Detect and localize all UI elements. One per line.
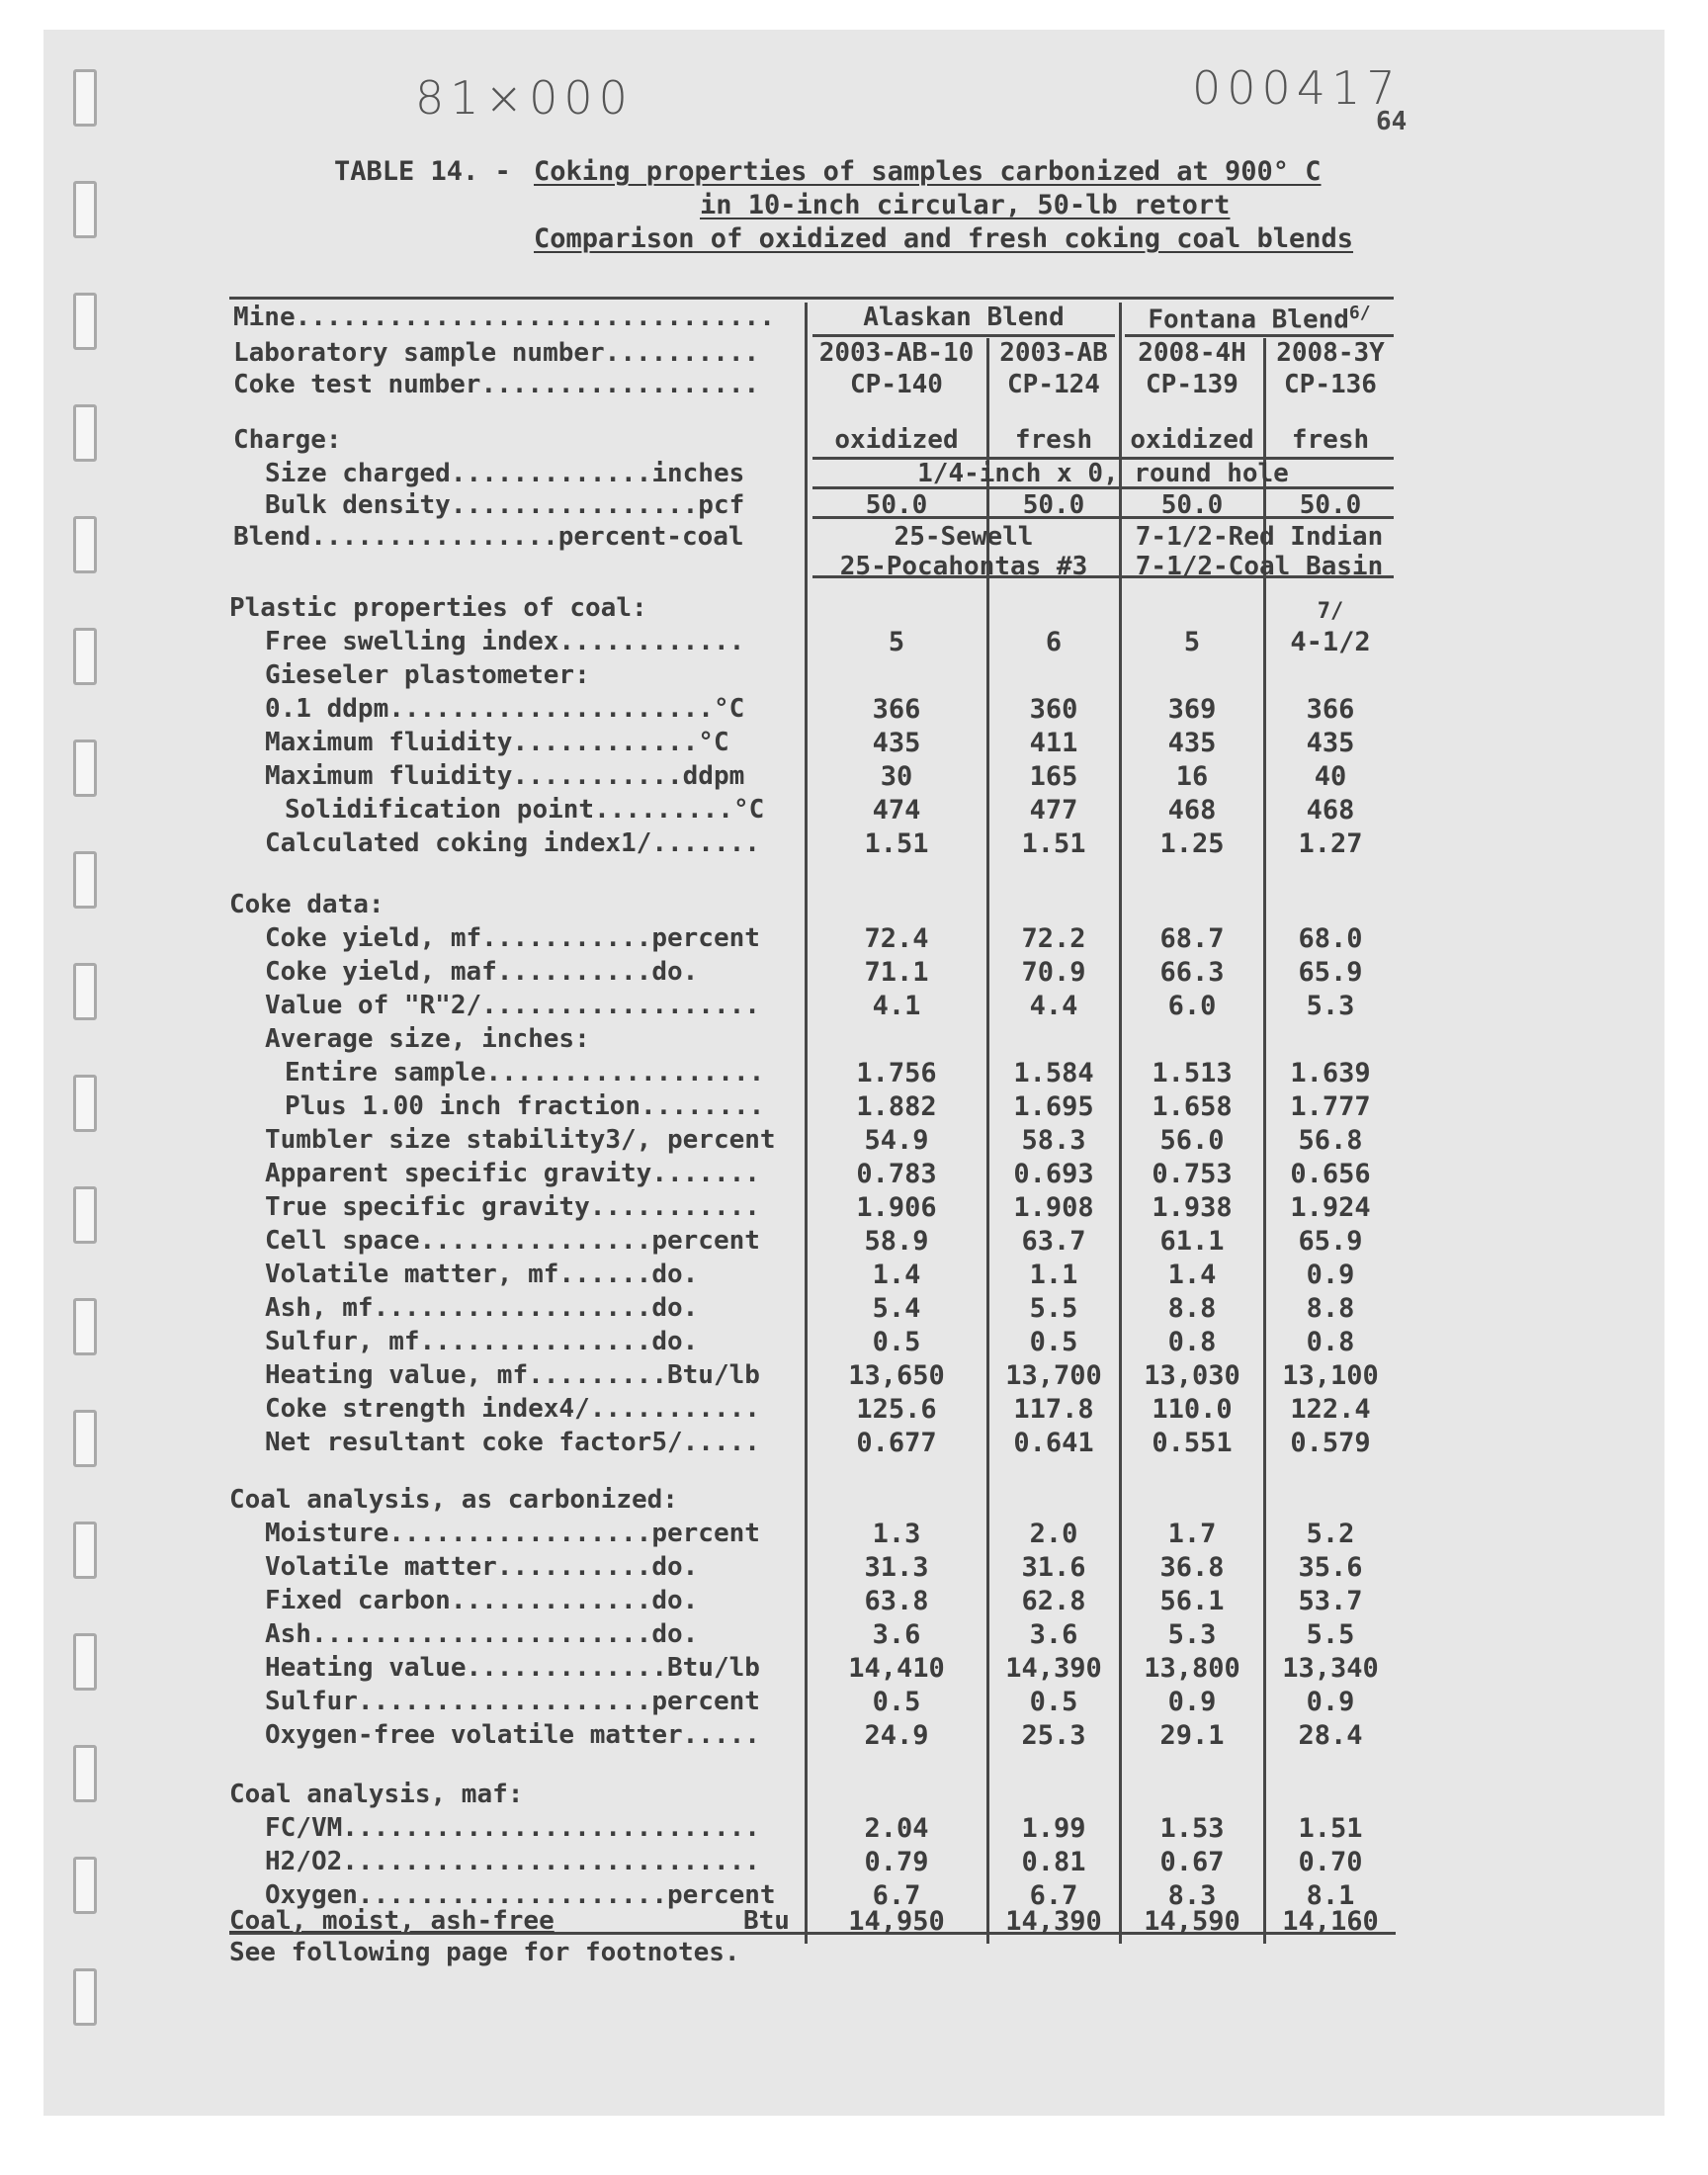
row-value: 71.1 [864, 957, 929, 988]
row-value: 58.9 [864, 1226, 929, 1257]
row-value: 1.906 [856, 1192, 937, 1223]
row-value: 1.908 [1013, 1192, 1094, 1223]
table-top-rule [229, 297, 1394, 300]
binder-hole [73, 1857, 97, 1914]
lab-sample-number: 2003-AB [999, 338, 1108, 368]
row-label: FC/VM........................... [265, 1813, 760, 1843]
row-value: 6 [1045, 627, 1063, 657]
row-value: 31.6 [1021, 1552, 1086, 1583]
binder-hole [73, 404, 97, 462]
row-value: 411 [1029, 728, 1078, 758]
row-label: True specific gravity........... [265, 1192, 760, 1222]
bulk-density-value: 50.0 [1022, 490, 1085, 520]
title-line1-text: Coking properties of samples carbonized at 900° C [534, 156, 1322, 187]
row-label: Oxygen-free volatile matter..... [265, 1720, 760, 1750]
row-label: Apparent specific gravity....... [265, 1159, 760, 1188]
row-label: Coke strength index4/........... [265, 1394, 760, 1424]
row-value: 58.3 [1021, 1125, 1086, 1156]
row-value: 5.3 [1167, 1619, 1217, 1650]
row-label: Heating value, mf.........Btu/lb [265, 1360, 760, 1390]
row-value: 1.1 [1029, 1260, 1078, 1290]
row-label: Net resultant coke factor5/..... [265, 1428, 760, 1457]
row-value: 5.5 [1306, 1619, 1355, 1650]
row-value: 474 [872, 795, 921, 826]
row-label: H2/O2........................... [265, 1847, 760, 1876]
row-value: 56.8 [1298, 1125, 1363, 1156]
table-title-line3 [534, 223, 1353, 254]
row-value: 1.924 [1290, 1192, 1371, 1223]
coke-test-number: CP-124 [1007, 370, 1100, 399]
binder-hole [73, 1968, 97, 2026]
row-value: 53.7 [1298, 1586, 1363, 1616]
binder-hole [73, 181, 97, 238]
fontana-blend-header [1125, 303, 1394, 335]
row-label: Entire sample.................. [285, 1058, 765, 1088]
row-value: 0.8 [1306, 1327, 1355, 1357]
row-value: 6.0 [1167, 991, 1217, 1021]
row-label: Volatile matter..........do. [265, 1552, 699, 1582]
row-value: 366 [1306, 694, 1355, 725]
row-value: 1.882 [856, 1091, 937, 1122]
row-value: 3.6 [872, 1619, 921, 1650]
row-label: Coal analysis, maf: [229, 1780, 524, 1809]
charge-state: oxidized [1130, 425, 1254, 455]
total-row-label: Coal, moist, ash-free [229, 1906, 555, 1936]
row-value: 0.67 [1159, 1847, 1225, 1877]
row-value: 1.658 [1152, 1091, 1233, 1122]
binder-hole [73, 851, 97, 909]
row-value: 435 [1306, 728, 1355, 758]
row-value: 25.3 [1021, 1720, 1086, 1751]
row-value: 30 [880, 761, 913, 792]
coke-test-number: CP-139 [1146, 370, 1238, 399]
blend-fontana-1: 7-1/2-Red Indian [1135, 522, 1384, 552]
size-charged-label: Size charged.............inches [265, 459, 745, 488]
row-value: 1.4 [872, 1260, 921, 1290]
row-label: Average size, inches: [265, 1024, 590, 1054]
row-value: 1.3 [872, 1519, 921, 1549]
row-value: 1.639 [1290, 1058, 1371, 1088]
row-value: 13,030 [1144, 1360, 1240, 1391]
page-number: 64 [1376, 107, 1408, 136]
binder-hole [73, 1522, 97, 1579]
charge-state: oxidized [834, 425, 959, 455]
row-value: 66.3 [1159, 957, 1225, 988]
row-label: Ash......................do. [265, 1619, 699, 1649]
footnote-text: See following page for footnotes. [229, 1938, 740, 1967]
alaskan-underline [812, 334, 1115, 337]
row-label: Coal analysis, as carbonized: [229, 1485, 678, 1515]
coke-test-label: Coke test number.................. [233, 370, 760, 399]
row-footnote-mark: 7/ [1317, 599, 1344, 624]
row-value: 0.9 [1306, 1260, 1355, 1290]
row-label: Value of "R"2/.................. [265, 991, 760, 1020]
row-value: 0.551 [1152, 1428, 1233, 1458]
binder-hole [73, 293, 97, 350]
row-value: 1.584 [1013, 1058, 1094, 1088]
row-value: 0.5 [1029, 1687, 1078, 1717]
row-value: 6.7 [1029, 1880, 1078, 1911]
stamp-left: 81×000 [415, 71, 634, 125]
row-value: 1.25 [1159, 828, 1225, 859]
bulk-density-value: 50.0 [1160, 490, 1224, 520]
row-value: 2.0 [1029, 1519, 1078, 1549]
row-value: 29.1 [1159, 1720, 1225, 1751]
coke-test-number: CP-136 [1284, 370, 1377, 399]
row-value: 5.4 [872, 1293, 921, 1324]
row-value: 0.693 [1013, 1159, 1094, 1189]
row-value: 4.1 [872, 991, 921, 1021]
row-label: Coke yield, mf...........percent [265, 923, 760, 953]
row-value: 6.7 [872, 1880, 921, 1911]
row-label: Solidification point.........°C [285, 795, 765, 825]
row-value: 40 [1314, 761, 1347, 792]
row-value: 56.1 [1159, 1586, 1225, 1616]
row-value: 13,800 [1144, 1653, 1240, 1684]
row-value: 13,650 [848, 1360, 945, 1391]
row-value: 0.9 [1306, 1687, 1355, 1717]
row-value: 468 [1167, 795, 1217, 826]
total-row-value: 14,590 [1144, 1906, 1240, 1937]
row-value: 1.53 [1159, 1813, 1225, 1844]
row-value: 5 [1183, 627, 1201, 657]
row-value: 1.756 [856, 1058, 937, 1088]
binder-hole [73, 963, 97, 1020]
binder-hole [73, 628, 97, 685]
row-value: 1.99 [1021, 1813, 1086, 1844]
row-value: 4-1/2 [1290, 627, 1371, 657]
row-value: 435 [1167, 728, 1217, 758]
row-label: Moisture.................percent [265, 1519, 760, 1548]
row-value: 0.81 [1021, 1847, 1086, 1877]
total-row-value: 14,390 [1005, 1906, 1102, 1937]
binder-hole [73, 1633, 97, 1691]
row-value: 65.9 [1298, 957, 1363, 988]
row-value: 1.27 [1298, 828, 1363, 859]
row-label: Ash, mf..................do. [265, 1293, 699, 1323]
row-value: 24.9 [864, 1720, 929, 1751]
row-value: 63.7 [1021, 1226, 1086, 1257]
bulk-density-value: 50.0 [865, 490, 928, 520]
row-value: 36.8 [1159, 1552, 1225, 1583]
row-value: 2.04 [864, 1813, 929, 1844]
row-value: 468 [1306, 795, 1355, 826]
binder-hole [73, 1298, 97, 1355]
row-value: 65.9 [1298, 1226, 1363, 1257]
row-value: 0.5 [872, 1327, 921, 1357]
binder-hole [73, 1186, 97, 1244]
bulk-density-value: 50.0 [1299, 490, 1362, 520]
table-title-prefix: TABLE 14. - [334, 156, 511, 187]
lab-sample-label: Laboratory sample number.......... [233, 338, 760, 368]
lab-sample-number: 2008-4H [1138, 338, 1246, 368]
total-row-unit: Btu [743, 1906, 790, 1936]
blend-fontana-2: 7-1/2-Coal Basin [1135, 552, 1384, 581]
row-value: 122.4 [1290, 1394, 1371, 1425]
binder-hole [73, 1075, 97, 1132]
row-value: 0.656 [1290, 1159, 1371, 1189]
row-label: Maximum fluidity...........ddpm [265, 761, 745, 791]
row-label: Volatile matter, mf......do. [265, 1260, 699, 1289]
row-label: Maximum fluidity............°C [265, 728, 729, 757]
row-value: 72.4 [864, 923, 929, 954]
row-label: 0.1 ddpm.....................°C [265, 694, 745, 724]
row-label: Cell space...............percent [265, 1226, 760, 1256]
row-value: 5.3 [1306, 991, 1355, 1021]
row-value: 8.3 [1167, 1880, 1217, 1911]
blend-label: Blend................percent-coal [233, 522, 744, 552]
row-value: 165 [1029, 761, 1078, 792]
row-label: Coke data: [229, 890, 384, 919]
row-value: 0.9 [1167, 1687, 1217, 1717]
row-value: 1.51 [1021, 828, 1086, 859]
row-value: 70.9 [1021, 957, 1086, 988]
row-value: 13,340 [1282, 1653, 1379, 1684]
lab-sample-number: 2008-3Y [1276, 338, 1385, 368]
alaskan-blend-header: Alaskan Blend [863, 303, 1065, 332]
mine-label: Mine............................... [233, 303, 775, 332]
row-value: 3.6 [1029, 1619, 1078, 1650]
row-value: 35.6 [1298, 1552, 1363, 1583]
row-value: 1.51 [864, 828, 929, 859]
stamp-right: 000417 [1192, 61, 1402, 115]
row-value: 8.1 [1306, 1880, 1355, 1911]
row-value: 1.4 [1167, 1260, 1217, 1290]
row-value: 13,100 [1282, 1360, 1379, 1391]
row-value: 360 [1029, 694, 1078, 725]
binder-hole [73, 1410, 97, 1467]
binder-hole [73, 1745, 97, 1802]
lab-sample-number: 2003-AB-10 [818, 338, 975, 368]
total-row-value: 14,950 [848, 1906, 945, 1937]
row-value: 72.2 [1021, 923, 1086, 954]
row-value: 117.8 [1013, 1394, 1094, 1425]
row-label: Gieseler plastometer: [265, 660, 590, 690]
row-value: 0.753 [1152, 1159, 1233, 1189]
row-value: 8.8 [1167, 1293, 1217, 1324]
row-value: 369 [1167, 694, 1217, 725]
bulk-density-label: Bulk density................pcf [265, 490, 745, 520]
row-value: 477 [1029, 795, 1078, 826]
row-value: 13,700 [1005, 1360, 1102, 1391]
row-value: 0.8 [1167, 1327, 1217, 1357]
blend-alaskan-1: 25-Sewell [894, 522, 1034, 552]
table-title-line1 [534, 156, 1322, 187]
coke-test-number: CP-140 [850, 370, 943, 399]
row-label: Fixed carbon.............do. [265, 1586, 699, 1615]
row-value: 0.677 [856, 1428, 937, 1458]
row-value: 31.3 [864, 1552, 929, 1583]
binder-hole [73, 516, 97, 573]
row-value: 68.7 [1159, 923, 1225, 954]
row-value: 28.4 [1298, 1720, 1363, 1751]
row-label: Plus 1.00 inch fraction........ [285, 1091, 765, 1121]
row-value: 1.513 [1152, 1058, 1233, 1088]
size-charged-value: 1/4-inch x 0, round hole [917, 459, 1289, 488]
row-label: Heating value.............Btu/lb [265, 1653, 760, 1683]
row-value: 0.5 [1029, 1327, 1078, 1357]
row-value: 0.70 [1298, 1847, 1363, 1877]
row-value: 1.695 [1013, 1091, 1094, 1122]
row-value: 16 [1175, 761, 1209, 792]
row-value: 0.783 [856, 1159, 937, 1189]
row-label: Sulfur, mf...............do. [265, 1327, 699, 1356]
binder-hole [73, 740, 97, 797]
row-value: 4.4 [1029, 991, 1078, 1021]
row-value: 125.6 [856, 1394, 937, 1425]
total-row-value: 14,160 [1282, 1906, 1379, 1937]
row-value: 1.51 [1298, 1813, 1363, 1844]
row-value: 14,390 [1005, 1653, 1102, 1684]
row-value: 1.777 [1290, 1091, 1371, 1122]
row-value: 1.7 [1167, 1519, 1217, 1549]
row-value: 14,410 [848, 1653, 945, 1684]
row-label: Coke yield, maf..........do. [265, 957, 699, 987]
binder-hole [73, 69, 97, 127]
row-value: 68.0 [1298, 923, 1363, 954]
row-value: 5 [888, 627, 905, 657]
row-value: 63.8 [864, 1586, 929, 1616]
row-label: Oxygen....................percent [265, 1880, 776, 1910]
title-line3-text: Comparison of oxidized and fresh coking coal blends [534, 223, 1354, 254]
row-value: 110.0 [1152, 1394, 1233, 1425]
row-value: 56.0 [1159, 1125, 1225, 1156]
row-value: 62.8 [1021, 1586, 1086, 1616]
row-value: 435 [872, 728, 921, 758]
table-title-line2 [700, 190, 1230, 220]
row-value: 0.641 [1013, 1428, 1094, 1458]
row-value: 61.1 [1159, 1226, 1225, 1257]
row-value: 5.5 [1029, 1293, 1078, 1324]
row-value: 5.2 [1306, 1519, 1355, 1549]
row-label: Free swelling index............ [265, 627, 745, 656]
row-label: Plastic properties of coal: [229, 593, 647, 623]
row-label: Sulfur...................percent [265, 1687, 760, 1716]
title-line2-text: in 10-inch circular, 50-lb retort [700, 190, 1231, 220]
fontana-footnote-mark: 6/ [1348, 303, 1371, 323]
coking-properties-table [229, 297, 1396, 1938]
fontana-blend-text: Fontana Blend [1148, 304, 1349, 335]
binder-hole-strip [73, 69, 99, 2046]
row-label: Calculated coking index1/....... [265, 828, 760, 858]
charge-state: fresh [1014, 425, 1093, 455]
charge-label: Charge: [233, 425, 342, 455]
row-value: 366 [872, 694, 921, 725]
row-label: Tumbler size stability3/, percent [265, 1125, 776, 1155]
row-value: 54.9 [864, 1125, 929, 1156]
row-value: 0.79 [864, 1847, 929, 1877]
row-value: 8.8 [1306, 1293, 1355, 1324]
row-value: 1.938 [1152, 1192, 1233, 1223]
row-value: 0.579 [1290, 1428, 1371, 1458]
charge-state: fresh [1291, 425, 1370, 455]
row-value: 0.5 [872, 1687, 921, 1717]
blend-alaskan-2: 25-Pocahontas #3 [839, 552, 1088, 581]
